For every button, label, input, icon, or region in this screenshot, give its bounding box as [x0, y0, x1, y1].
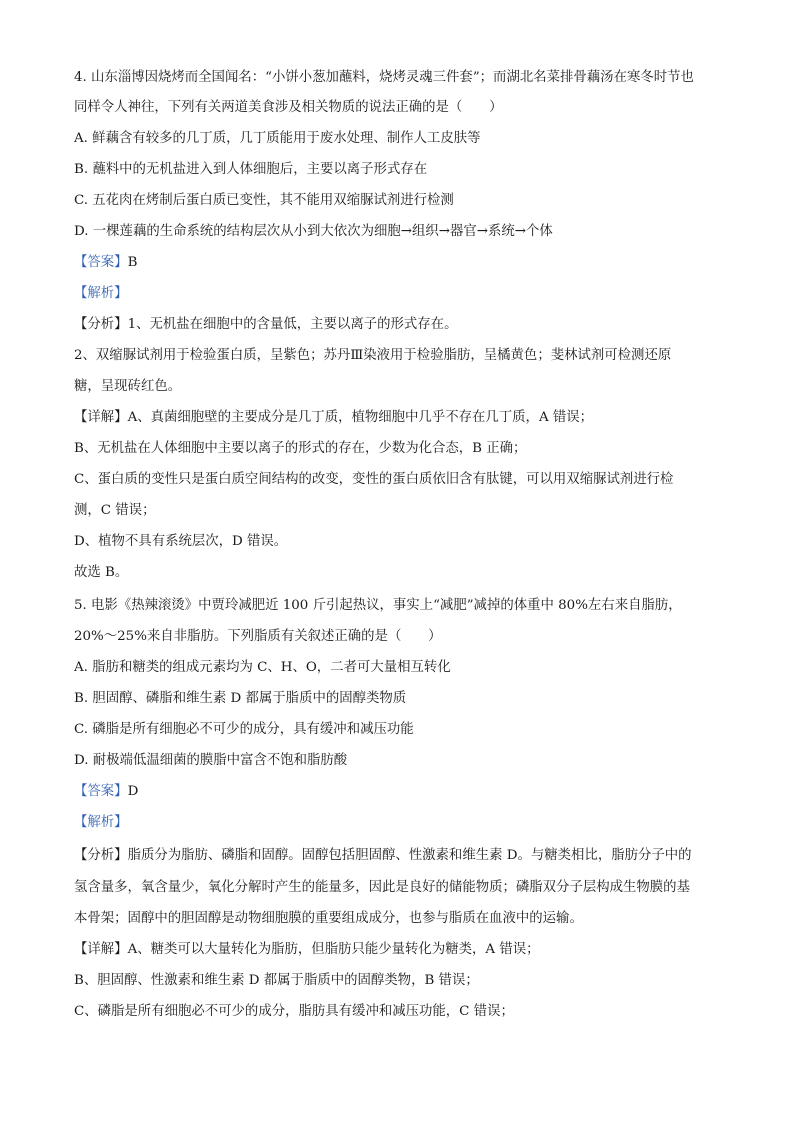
q5-analysis-heading: [74, 813, 724, 833]
q4-xiangjie-text-1: A、真菌细胞壁的主要成分是几丁质，植物细胞中几乎不存在几丁质，A 错误；: [127, 410, 594, 425]
q4-fenxi-line-1: [74, 315, 724, 335]
q4-option-b: B. 蘸料中的无机盐进入到人体细胞后，主要以离子形式存在: [74, 162, 428, 177]
q5-answer-value: D: [127, 784, 139, 799]
q4-xiangjie-line-2: B、无机盐在人体细胞中主要以离子的形式的存在，少数为化合态，B 正确；: [74, 441, 527, 456]
q5-option-b: B. 胆固醇、磷脂和维生素 D 都属于脂质中的固醇类物质: [74, 691, 407, 706]
q4-conclusion: 故选 B。: [74, 565, 129, 580]
q4-fenxi-line-3: 糖，呈现砖红色。: [74, 379, 182, 394]
q5-option-a: A. 脂肪和糖类的组成元素均为 C、H、O，二者可大量相互转化: [74, 660, 451, 675]
q4-stem-line-2: 同样令人神往，下列有关两道美食涉及相关物质的说法正确的是（ ）: [74, 100, 503, 115]
q4-option-d: D. 一棵莲藕的生命系统的结构层次从小到大依次为细胞→组织→器官→系统→个体: [74, 224, 553, 239]
q4-answer-label: 【答案】: [74, 255, 128, 270]
q4-fenxi-line-2: 2、双缩脲试剂用于检验蛋白质，呈紫色；苏丹Ⅲ染液用于检验脂肪，呈橘黄色；斐林试剂可检测还原: [74, 348, 672, 363]
q5-fenxi-line-3: 本骨架；固醇中的胆固醇是动物细胞膜的重要组成成分，也参与脂质在血液中的运输。: [74, 911, 583, 926]
q5-fenxi-text-1: 脂质分为脂肪、磷脂和固醇。固醇包括胆固醇、性激素和维生素 D。与糖类相比，脂肪分子中的: [127, 848, 692, 863]
q4-xiangjie-label: 【详解】: [74, 410, 128, 425]
q4-fenxi-label: 【分析】: [74, 317, 128, 332]
q4-stem-line-1: 4. 山东淄博因烧烤而全国闻名：“小饼小葱加蘸料，烧烤灵魂三件套”；而湖北名菜排骨藕汤在寒冬时节也: [74, 70, 694, 85]
q5-xiangjie-line-3: C、磷脂是所有细胞必不可少的成分，脂肪具有缓冲和减压功能，C 错误；: [74, 1004, 514, 1019]
q4-fenxi-text-1: 1、无机盐在细胞中的含量低，主要以离子的形式存在。: [127, 317, 458, 332]
q5-xiangjie-line-2: B、胆固醇、性激素和维生素 D 都属于脂质中的固醇类物，B 错误；: [74, 973, 479, 988]
q4-answer-value: B: [127, 255, 138, 270]
q4-xiangjie-line-3: C、蛋白质的变性只是蛋白质空间结构的改变，变性的蛋白质依旧含有肽键，可以用双缩脲试剂进行检: [74, 472, 674, 487]
q5-fenxi-line-2: 氢含量多，氧含量少，氧化分解时产生的能量多，因此是良好的储能物质；磷脂双分子层构成生物膜的基: [74, 880, 690, 895]
q5-option-c: C. 磷脂是所有细胞必不可少的成分，具有缓冲和减压功能: [74, 722, 414, 737]
q5-stem-line-1: 5. 电影《热辣滚烫》中贾玲减肥近 100 斤引起热议，事实上“减肥”减掉的体重中 80%左右来自脂肪，: [74, 598, 682, 613]
q5-fenxi-label: 【分析】: [74, 848, 128, 863]
q4-analysis-heading: [74, 284, 724, 304]
q5-stem-line-2: 20%～25%来自非脂肪。下列脂质有关叙述正确的是（ ）: [74, 629, 442, 644]
q4-analysis-label: 【解析】: [74, 286, 128, 301]
q5-xiangjie-line-1: [74, 940, 724, 960]
q4-xiangjie-line-4: 测，C 错误；: [74, 503, 156, 518]
q5-xiangjie-text-1: A、糖类可以大量转化为脂肪，但脂肪只能少量转化为糖类，A 错误；: [127, 942, 540, 957]
q5-xiangjie-label: 【详解】: [74, 942, 128, 957]
q4-option-c: C. 五花肉在烤制后蛋白质已变性，其不能用双缩脲试剂进行检测: [74, 193, 454, 208]
q5-option-d: D. 耐极端低温细菌的膜脂中富含不饱和脂肪酸: [74, 753, 348, 768]
q4-xiangjie-line-5: D、植物不具有系统层次，D 错误。: [74, 534, 288, 549]
q5-fenxi-line-1: [74, 846, 724, 866]
q5-analysis-label: 【解析】: [74, 815, 128, 830]
q4-xiangjie-line-1: [74, 408, 724, 428]
q4-option-a: A. 鲜藕含有较多的几丁质，几丁质能用于废水处理、制作人工皮肤等: [74, 131, 481, 146]
q4-answer: [74, 253, 724, 273]
q5-answer: [74, 782, 724, 802]
q5-answer-label: 【答案】: [74, 784, 128, 799]
